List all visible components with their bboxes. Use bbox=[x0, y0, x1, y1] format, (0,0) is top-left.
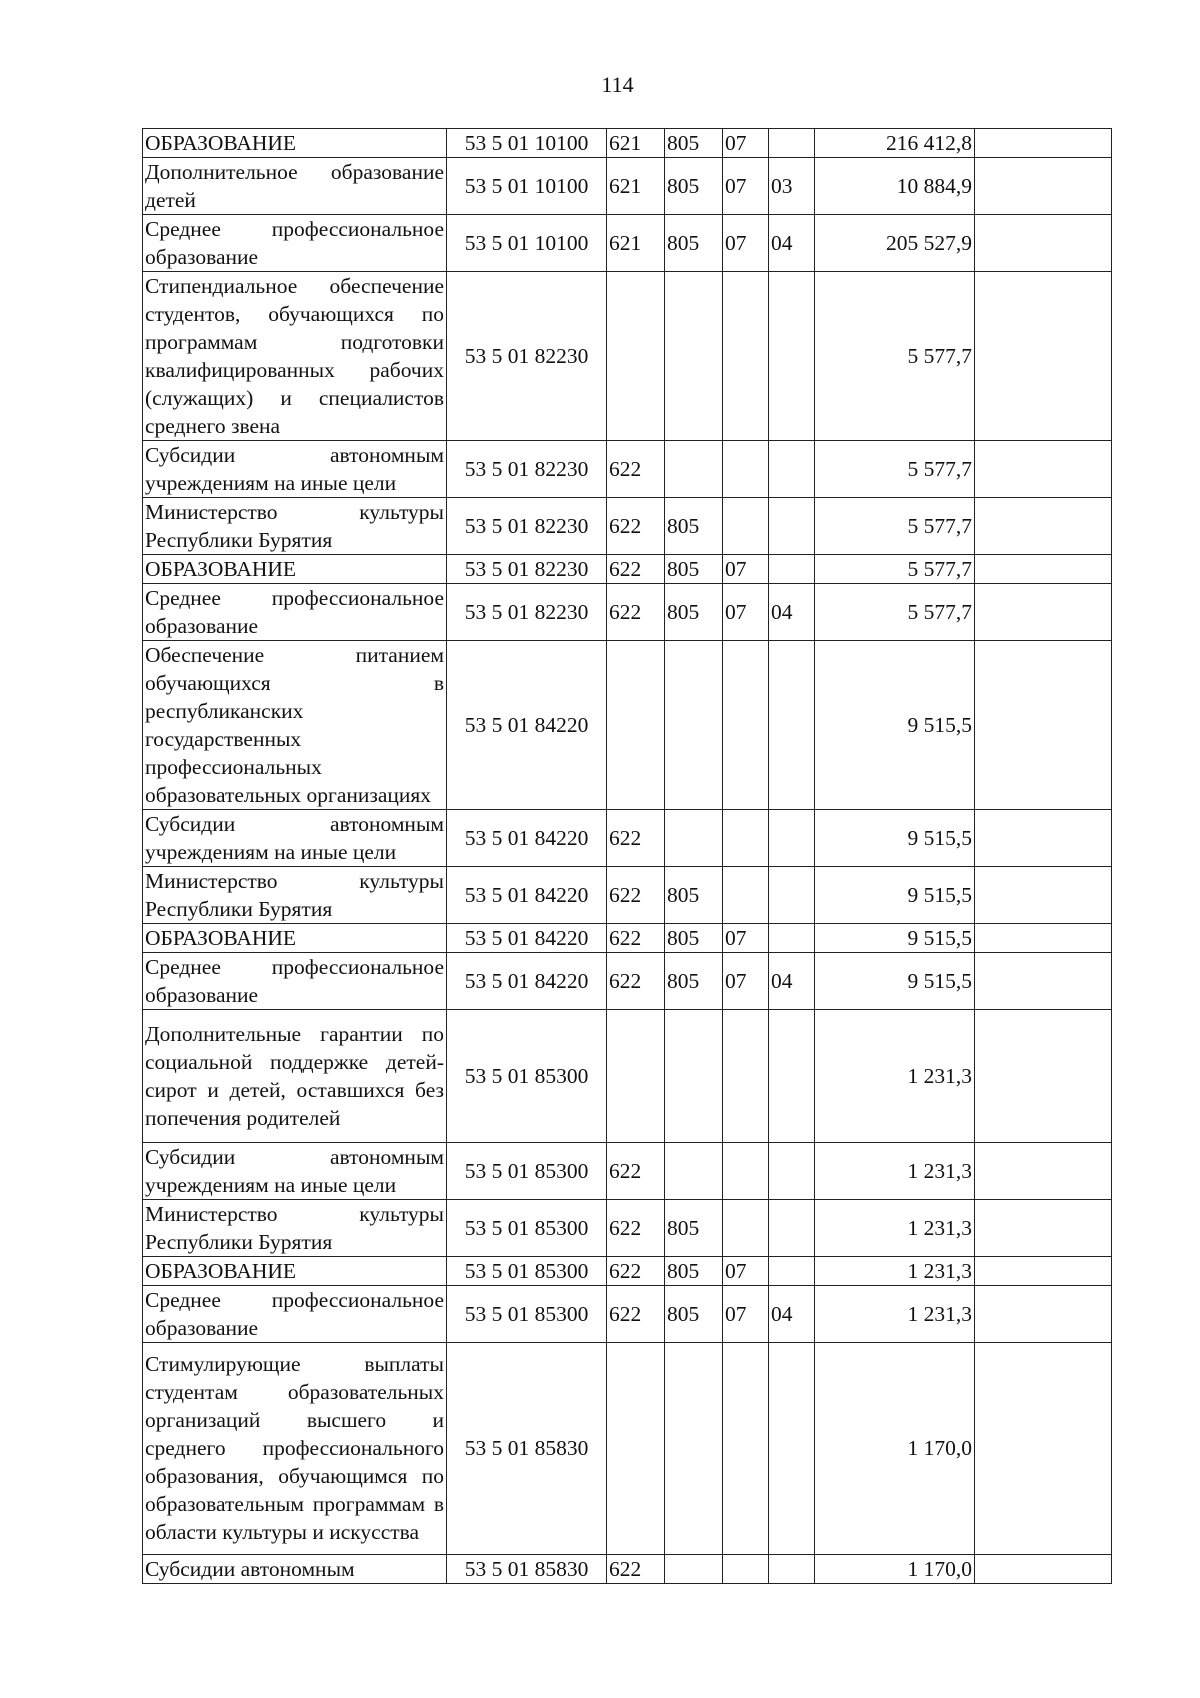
row-pr-cell: 03 bbox=[769, 158, 815, 215]
row-code-cell: 53 5 01 82230 bbox=[447, 555, 607, 584]
row-rz-cell bbox=[723, 641, 769, 810]
row-code-cell: 53 5 01 82230 bbox=[447, 441, 607, 498]
row-pr-cell: 04 bbox=[769, 584, 815, 641]
row-code-cell: 53 5 01 85300 bbox=[447, 1286, 607, 1343]
row-vr-cell: 622 bbox=[607, 867, 665, 924]
row-empty-cell bbox=[975, 158, 1112, 215]
row-sum-cell: 205 527,9 bbox=[815, 215, 975, 272]
row-code-cell: 53 5 01 82230 bbox=[447, 272, 607, 441]
row-sum-cell: 1 231,3 bbox=[815, 1200, 975, 1257]
row-empty-cell bbox=[975, 1554, 1112, 1583]
row-grbs-cell: 805 bbox=[665, 924, 723, 953]
row-grbs-cell: 805 bbox=[665, 953, 723, 1010]
table-row bbox=[143, 867, 1112, 924]
row-name-cell: Стипендиальное обеспечение студентов, обучающихся по программам подготовки квалифицированных рабочих (служащих) и специалистов среднего звена bbox=[143, 272, 447, 441]
row-pr-cell bbox=[769, 1554, 815, 1583]
row-code-cell: 53 5 01 84220 bbox=[447, 953, 607, 1010]
row-grbs-cell: 805 bbox=[665, 215, 723, 272]
row-grbs-cell: 805 bbox=[665, 1200, 723, 1257]
row-pr-cell bbox=[769, 641, 815, 810]
table-body bbox=[143, 129, 1112, 1584]
row-pr-cell bbox=[769, 867, 815, 924]
row-rz-cell: 07 bbox=[723, 1286, 769, 1343]
row-name-cell: Субсидии автономным учреждениям на иные цели bbox=[143, 441, 447, 498]
row-sum-cell: 10 884,9 bbox=[815, 158, 975, 215]
row-vr-cell: 622 bbox=[607, 441, 665, 498]
row-code-cell: 53 5 01 10100 bbox=[447, 129, 607, 158]
row-code-cell: 53 5 01 10100 bbox=[447, 215, 607, 272]
row-code-cell: 53 5 01 84220 bbox=[447, 810, 607, 867]
row-vr-cell: 621 bbox=[607, 215, 665, 272]
row-pr-cell bbox=[769, 924, 815, 953]
row-name-cell: Среднее профессиональное образование bbox=[143, 215, 447, 272]
row-sum-cell: 9 515,5 bbox=[815, 953, 975, 1010]
row-empty-cell bbox=[975, 441, 1112, 498]
row-name-cell: Министерство культуры Республики Бурятия bbox=[143, 1200, 447, 1257]
row-vr-cell: 622 bbox=[607, 924, 665, 953]
row-empty-cell bbox=[975, 129, 1112, 158]
row-empty-cell bbox=[975, 555, 1112, 584]
row-vr-cell: 622 bbox=[607, 498, 665, 555]
row-rz-cell bbox=[723, 441, 769, 498]
row-rz-cell bbox=[723, 1143, 769, 1200]
row-pr-cell bbox=[769, 1010, 815, 1143]
row-vr-cell: 621 bbox=[607, 129, 665, 158]
table-row bbox=[143, 272, 1112, 441]
table-row bbox=[143, 1143, 1112, 1200]
row-grbs-cell: 805 bbox=[665, 1257, 723, 1286]
row-sum-cell: 5 577,7 bbox=[815, 498, 975, 555]
row-vr-cell: 622 bbox=[607, 810, 665, 867]
row-vr-cell: 622 bbox=[607, 1143, 665, 1200]
row-rz-cell: 07 bbox=[723, 158, 769, 215]
row-vr-cell: 622 bbox=[607, 953, 665, 1010]
row-sum-cell: 9 515,5 bbox=[815, 641, 975, 810]
table-row bbox=[143, 1286, 1112, 1343]
row-grbs-cell: 805 bbox=[665, 1286, 723, 1343]
row-code-cell: 53 5 01 82230 bbox=[447, 498, 607, 555]
row-pr-cell bbox=[769, 129, 815, 158]
row-grbs-cell bbox=[665, 641, 723, 810]
row-pr-cell: 04 bbox=[769, 953, 815, 1010]
row-vr-cell bbox=[607, 1343, 665, 1555]
row-rz-cell: 07 bbox=[723, 129, 769, 158]
row-empty-cell bbox=[975, 498, 1112, 555]
row-rz-cell: 07 bbox=[723, 555, 769, 584]
row-rz-cell bbox=[723, 1554, 769, 1583]
row-empty-cell bbox=[975, 1343, 1112, 1555]
row-empty-cell bbox=[975, 1010, 1112, 1143]
table-row bbox=[143, 641, 1112, 810]
row-empty-cell bbox=[975, 1200, 1112, 1257]
row-empty-cell bbox=[975, 215, 1112, 272]
page-number: 114 bbox=[601, 72, 634, 97]
row-sum-cell: 9 515,5 bbox=[815, 867, 975, 924]
row-code-cell: 53 5 01 84220 bbox=[447, 867, 607, 924]
row-rz-cell bbox=[723, 867, 769, 924]
row-grbs-cell: 805 bbox=[665, 555, 723, 584]
row-pr-cell bbox=[769, 441, 815, 498]
row-empty-cell bbox=[975, 272, 1112, 441]
row-grbs-cell: 805 bbox=[665, 129, 723, 158]
row-code-cell: 53 5 01 10100 bbox=[447, 158, 607, 215]
row-code-cell: 53 5 01 85830 bbox=[447, 1554, 607, 1583]
row-sum-cell: 5 577,7 bbox=[815, 584, 975, 641]
row-grbs-cell bbox=[665, 1554, 723, 1583]
table-row bbox=[143, 1010, 1112, 1143]
table-row bbox=[143, 1200, 1112, 1257]
row-name-cell: Дополнительное образование детей bbox=[143, 158, 447, 215]
row-code-cell: 53 5 01 84220 bbox=[447, 641, 607, 810]
row-vr-cell: 621 bbox=[607, 158, 665, 215]
row-pr-cell bbox=[769, 555, 815, 584]
row-pr-cell bbox=[769, 498, 815, 555]
row-vr-cell bbox=[607, 1010, 665, 1143]
table-row bbox=[143, 810, 1112, 867]
row-empty-cell bbox=[975, 810, 1112, 867]
table-row bbox=[143, 555, 1112, 584]
row-name-cell: Субсидии автономным учреждениям на иные цели bbox=[143, 1143, 447, 1200]
row-rz-cell: 07 bbox=[723, 1257, 769, 1286]
row-sum-cell: 1 231,3 bbox=[815, 1010, 975, 1143]
row-pr-cell bbox=[769, 1200, 815, 1257]
row-grbs-cell bbox=[665, 272, 723, 441]
row-name-cell: ОБРАЗОВАНИЕ bbox=[143, 129, 447, 158]
row-empty-cell bbox=[975, 641, 1112, 810]
table-row bbox=[143, 1343, 1112, 1555]
table-row bbox=[143, 158, 1112, 215]
row-name-cell: Министерство культуры Республики Бурятия bbox=[143, 498, 447, 555]
table-row bbox=[143, 498, 1112, 555]
row-sum-cell: 1 231,3 bbox=[815, 1286, 975, 1343]
row-grbs-cell: 805 bbox=[665, 158, 723, 215]
row-empty-cell bbox=[975, 584, 1112, 641]
row-sum-cell: 216 412,8 bbox=[815, 129, 975, 158]
row-name-cell: Среднее профессиональное образование bbox=[143, 1286, 447, 1343]
row-vr-cell bbox=[607, 272, 665, 441]
row-rz-cell bbox=[723, 810, 769, 867]
row-name-cell: ОБРАЗОВАНИЕ bbox=[143, 555, 447, 584]
row-name-cell: ОБРАЗОВАНИЕ bbox=[143, 1257, 447, 1286]
row-pr-cell: 04 bbox=[769, 215, 815, 272]
row-code-cell: 53 5 01 82230 bbox=[447, 584, 607, 641]
row-rz-cell: 07 bbox=[723, 584, 769, 641]
row-vr-cell bbox=[607, 641, 665, 810]
row-pr-cell bbox=[769, 272, 815, 441]
row-sum-cell: 5 577,7 bbox=[815, 441, 975, 498]
row-vr-cell: 622 bbox=[607, 1554, 665, 1583]
row-empty-cell bbox=[975, 1143, 1112, 1200]
table-row bbox=[143, 953, 1112, 1010]
row-name-cell: Стимулирующие выплаты студентам образовательных организаций высшего и среднего профессионального образования, обучающимся по образовательным программам в области культуры и искусства bbox=[143, 1343, 447, 1555]
row-pr-cell: 04 bbox=[769, 1286, 815, 1343]
row-grbs-cell: 805 bbox=[665, 498, 723, 555]
row-grbs-cell bbox=[665, 1010, 723, 1143]
row-name-cell: Среднее профессиональное образование bbox=[143, 584, 447, 641]
row-grbs-cell bbox=[665, 441, 723, 498]
table-row bbox=[143, 1554, 1112, 1583]
row-grbs-cell: 805 bbox=[665, 867, 723, 924]
row-rz-cell: 07 bbox=[723, 215, 769, 272]
row-rz-cell: 07 bbox=[723, 924, 769, 953]
row-code-cell: 53 5 01 85300 bbox=[447, 1143, 607, 1200]
row-code-cell: 53 5 01 85300 bbox=[447, 1200, 607, 1257]
row-sum-cell: 5 577,7 bbox=[815, 555, 975, 584]
row-empty-cell bbox=[975, 1286, 1112, 1343]
table-row bbox=[143, 1257, 1112, 1286]
row-sum-cell: 1 231,3 bbox=[815, 1257, 975, 1286]
row-sum-cell: 1 231,3 bbox=[815, 1143, 975, 1200]
row-rz-cell bbox=[723, 272, 769, 441]
row-name-cell: Дополнительные гарантии по социальной поддержке детей-сирот и детей, оставшихся без попечения родителей bbox=[143, 1010, 447, 1143]
row-vr-cell: 622 bbox=[607, 1200, 665, 1257]
row-rz-cell: 07 bbox=[723, 953, 769, 1010]
row-grbs-cell bbox=[665, 1143, 723, 1200]
row-name-cell: Среднее профессиональное образование bbox=[143, 953, 447, 1010]
row-sum-cell: 9 515,5 bbox=[815, 810, 975, 867]
row-pr-cell bbox=[769, 810, 815, 867]
row-pr-cell bbox=[769, 1343, 815, 1555]
row-rz-cell bbox=[723, 498, 769, 555]
row-rz-cell bbox=[723, 1343, 769, 1555]
row-code-cell: 53 5 01 85830 bbox=[447, 1343, 607, 1555]
row-rz-cell bbox=[723, 1010, 769, 1143]
row-sum-cell: 9 515,5 bbox=[815, 924, 975, 953]
row-grbs-cell bbox=[665, 810, 723, 867]
table-row bbox=[143, 584, 1112, 641]
row-empty-cell bbox=[975, 867, 1112, 924]
table-row bbox=[143, 129, 1112, 158]
row-code-cell: 53 5 01 84220 bbox=[447, 924, 607, 953]
row-vr-cell: 622 bbox=[607, 1257, 665, 1286]
row-pr-cell bbox=[769, 1257, 815, 1286]
row-vr-cell: 622 bbox=[607, 1286, 665, 1343]
row-code-cell: 53 5 01 85300 bbox=[447, 1010, 607, 1143]
table-row bbox=[143, 924, 1112, 953]
row-vr-cell: 622 bbox=[607, 584, 665, 641]
row-vr-cell: 622 bbox=[607, 555, 665, 584]
table-row bbox=[143, 215, 1112, 272]
row-name-cell: Субсидии автономным bbox=[143, 1554, 447, 1583]
row-empty-cell bbox=[975, 924, 1112, 953]
row-code-cell: 53 5 01 85300 bbox=[447, 1257, 607, 1286]
row-sum-cell: 1 170,0 bbox=[815, 1554, 975, 1583]
row-empty-cell bbox=[975, 1257, 1112, 1286]
row-grbs-cell bbox=[665, 1343, 723, 1555]
row-empty-cell bbox=[975, 953, 1112, 1010]
row-name-cell: Субсидии автономным учреждениям на иные цели bbox=[143, 810, 447, 867]
row-sum-cell: 5 577,7 bbox=[815, 272, 975, 441]
row-rz-cell bbox=[723, 1200, 769, 1257]
row-pr-cell bbox=[769, 1143, 815, 1200]
row-name-cell: ОБРАЗОВАНИЕ bbox=[143, 924, 447, 953]
table-row bbox=[143, 441, 1112, 498]
row-grbs-cell: 805 bbox=[665, 584, 723, 641]
row-name-cell: Обеспечение питанием обучающихся в республиканских государственных профессиональных образовательных организациях bbox=[143, 641, 447, 810]
budget-table bbox=[142, 128, 1112, 1584]
row-sum-cell: 1 170,0 bbox=[815, 1343, 975, 1555]
row-name-cell: Министерство культуры Республики Бурятия bbox=[143, 867, 447, 924]
